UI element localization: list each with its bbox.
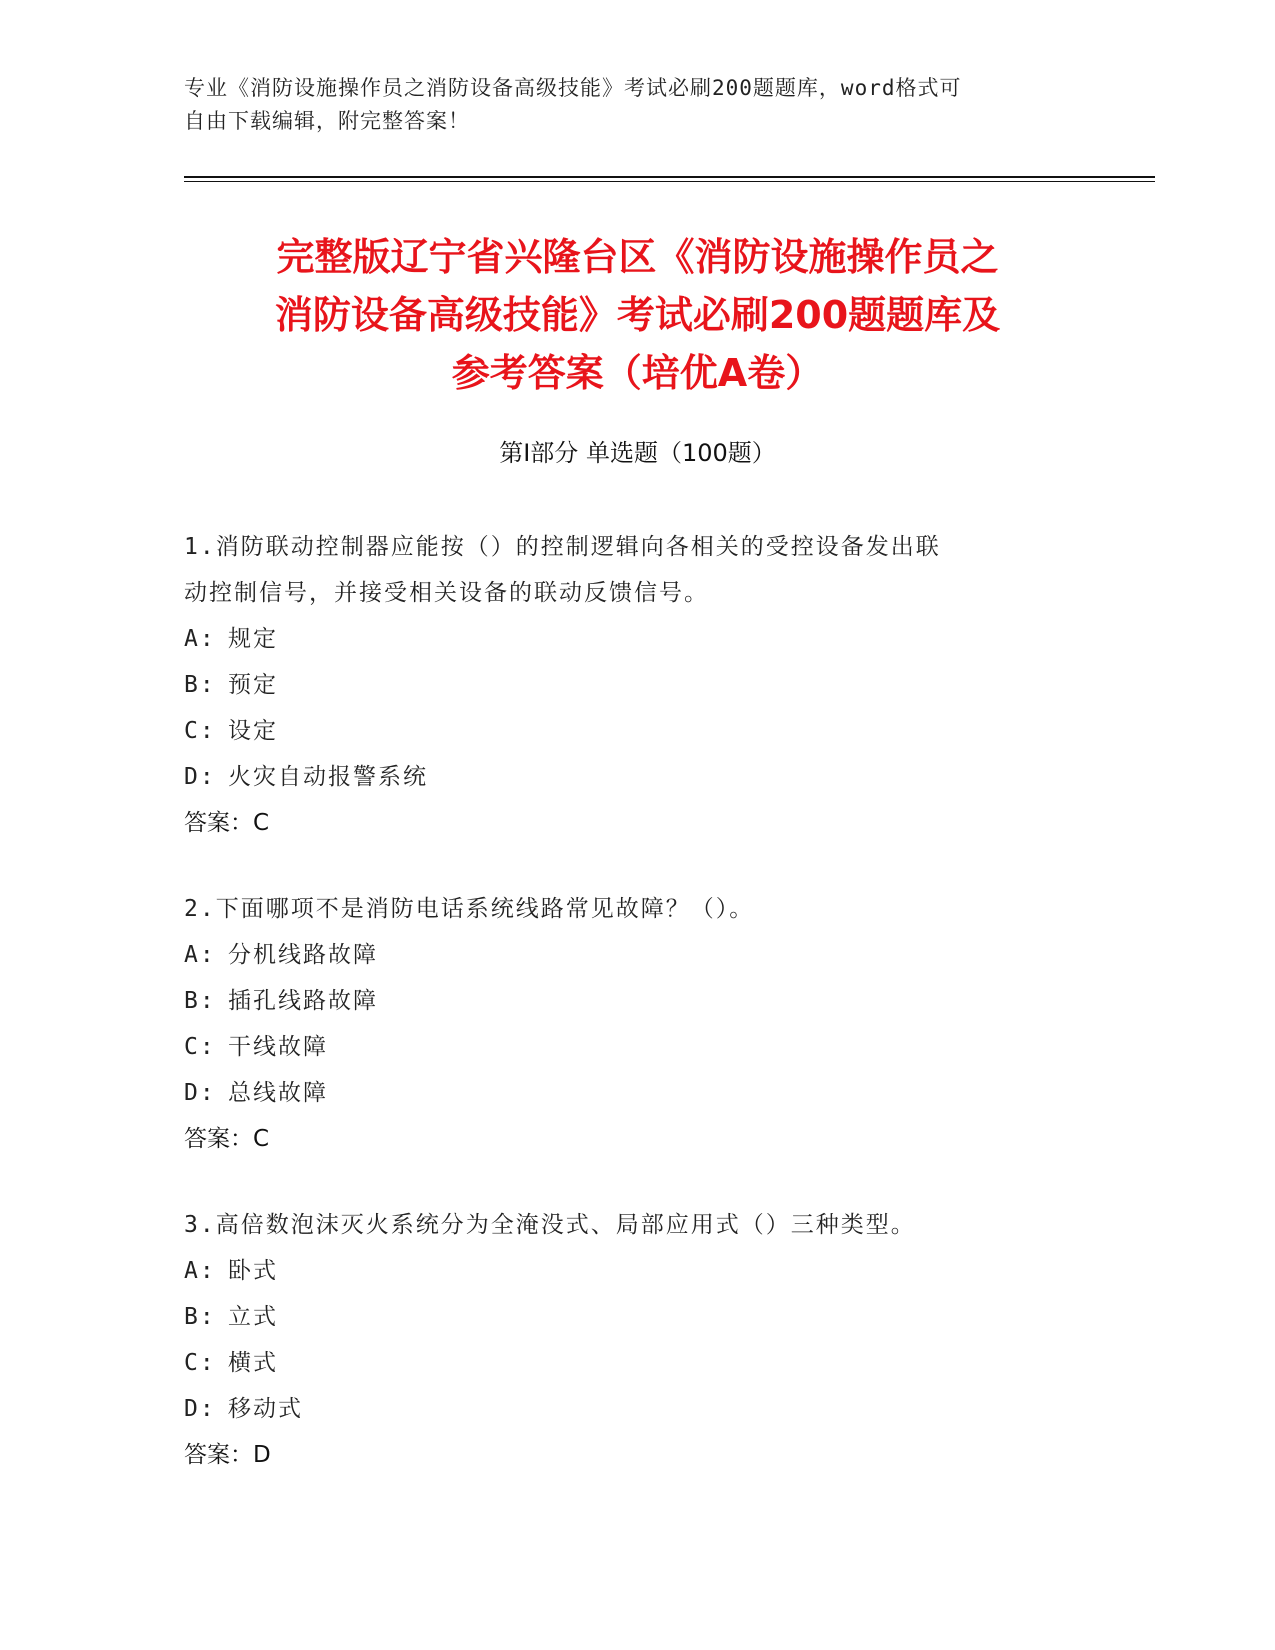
- question-1: [184, 524, 1084, 846]
- question-stem: [184, 886, 1084, 932]
- option-c: [184, 708, 1084, 754]
- option-letter: C:: [184, 1350, 216, 1376]
- option-text: 规定: [228, 626, 278, 652]
- document-title: [150, 228, 1125, 402]
- option-text: 卧式: [228, 1258, 278, 1284]
- question-stem: [184, 524, 1084, 616]
- option-a: [184, 932, 1084, 978]
- option-text: 横式: [228, 1350, 278, 1376]
- option-text: 干线故障: [228, 1034, 328, 1060]
- title-line-3: 参考答案（培优A卷）: [451, 351, 824, 395]
- option-letter: C:: [184, 718, 216, 744]
- header-note: [184, 72, 1064, 138]
- option-d: [184, 754, 1084, 800]
- answer-line: 答案：C: [184, 1126, 270, 1152]
- option-b: [184, 1294, 1084, 1340]
- header-divider-thick: [184, 176, 1155, 178]
- option-text: 设定: [228, 718, 278, 744]
- question-stem: [184, 1202, 1084, 1248]
- option-text: 总线故障: [228, 1080, 328, 1106]
- option-letter: D:: [184, 1396, 216, 1422]
- title-line-2: 消防设备高级技能》考试必刷200题题库及: [274, 293, 1001, 337]
- option-letter: B:: [184, 988, 216, 1014]
- option-b: [184, 978, 1084, 1024]
- option-c: [184, 1024, 1084, 1070]
- question-stem-line: 动控制信号，并接受相关设备的联动反馈信号。: [184, 580, 709, 606]
- question-list: [184, 524, 1084, 1518]
- option-text: 插孔线路故障: [228, 988, 378, 1014]
- option-letter: A:: [184, 1258, 216, 1284]
- answer-line: 答案：D: [184, 1442, 271, 1468]
- option-letter: B:: [184, 1304, 216, 1330]
- option-letter: C:: [184, 1034, 216, 1060]
- option-a: [184, 616, 1084, 662]
- question-3: [184, 1202, 1084, 1478]
- header-note-line-1: 专业《消防设施操作员之消防设备高级技能》考试必刷200题题库，word格式可: [184, 76, 962, 100]
- option-letter: A:: [184, 942, 216, 968]
- option-b: [184, 662, 1084, 708]
- option-letter: A:: [184, 626, 216, 652]
- option-text: 分机线路故障: [228, 942, 378, 968]
- option-text: 立式: [228, 1304, 278, 1330]
- header-note-line-2: 自由下载编辑，附完整答案！: [184, 109, 470, 133]
- option-letter: B:: [184, 672, 216, 698]
- option-letter: D:: [184, 764, 216, 790]
- question-stem-line: 1.消防联动控制器应能按（）的控制逻辑向各相关的受控设备发出联: [184, 534, 941, 560]
- question-stem-line: 3.高倍数泡沫灭火系统分为全淹没式、局部应用式（）三种类型。: [184, 1212, 916, 1238]
- question-stem-line: 2.下面哪项不是消防电话系统线路常见故障？（）。: [184, 896, 755, 922]
- option-c: [184, 1340, 1084, 1386]
- title-line-1: 完整版辽宁省兴隆台区《消防设施操作员之: [276, 235, 999, 279]
- option-text: 移动式: [228, 1396, 303, 1422]
- option-d: [184, 1070, 1084, 1116]
- section-heading: 第I部分 单选题（100题）: [499, 439, 776, 467]
- option-text: 火灾自动报警系统: [228, 764, 428, 790]
- answer-line: 答案：C: [184, 810, 270, 836]
- option-text: 预定: [228, 672, 278, 698]
- question-2: [184, 886, 1084, 1162]
- option-a: [184, 1248, 1084, 1294]
- option-letter: D:: [184, 1080, 216, 1106]
- header-divider-thin: [184, 181, 1155, 182]
- option-d: [184, 1386, 1084, 1432]
